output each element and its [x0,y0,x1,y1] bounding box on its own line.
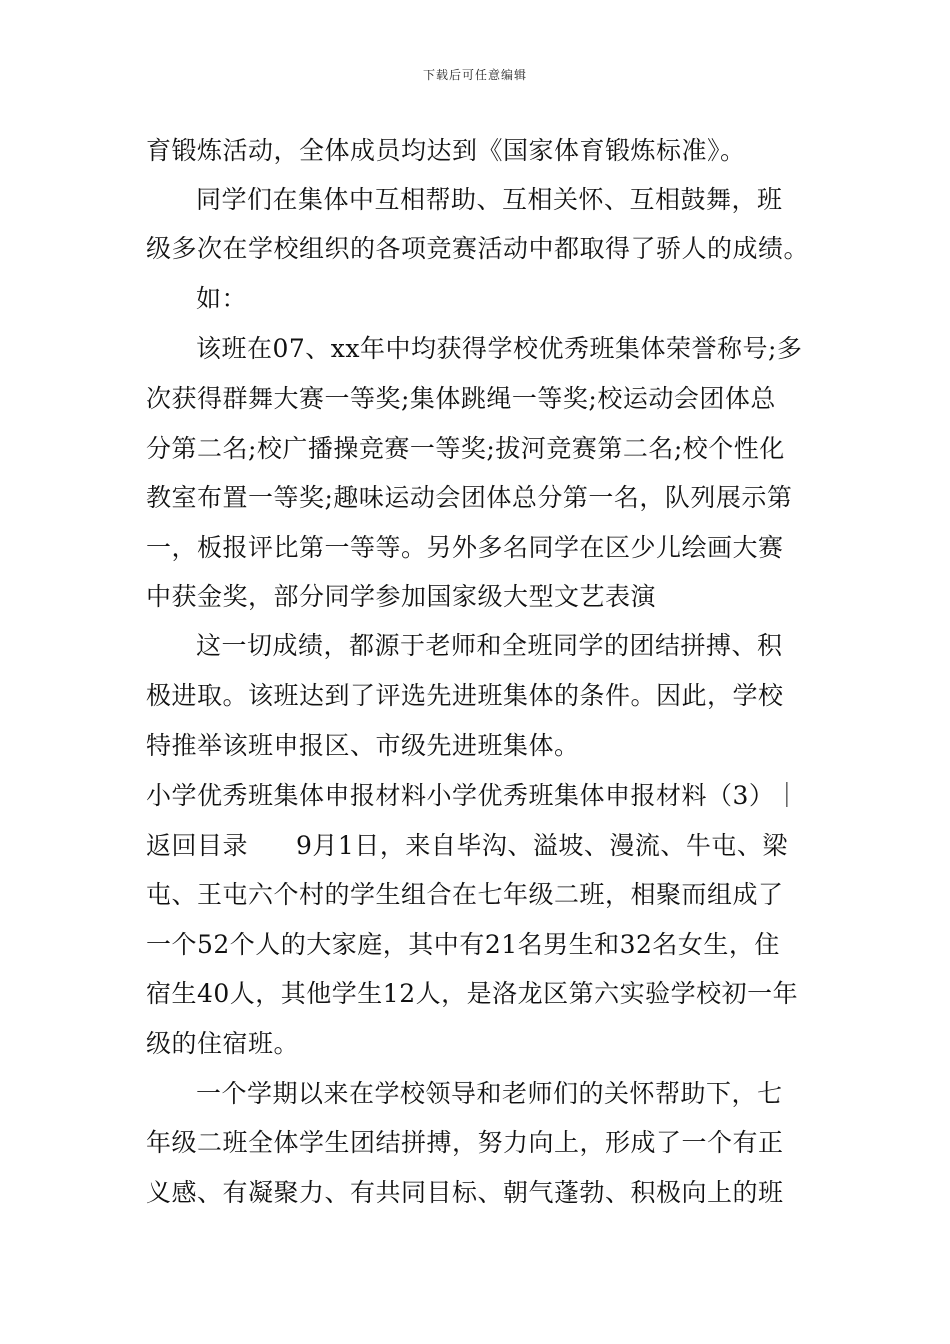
text-line: 屯、王屯六个村的学生组合在七年级二班，相聚而组成了 [146,880,784,909]
text-line: 级多次在学校组织的各项竞赛活动中都取得了骄人的成绩。 [146,234,810,263]
text-line: 义感、有凝聚力、有共同目标、朝气蓬勃、积极向上的班 [146,1178,784,1207]
text-line: 教室布置一等奖;趣味运动会团体总分第一名，队列展示第 [146,483,793,512]
text-line: 宿生40人，其他学生12人，是洛龙区第六实验学校初一年 [146,979,799,1008]
text-line: 次获得群舞大赛一等奖;集体跳绳一等奖;校运动会团体总 [146,384,776,413]
text-line: 中获金奖，部分同学参加国家级大型文艺表演 [146,582,657,611]
text-line: 该班在07、xx年中均获得学校优秀班集体荣誉称号;多 [196,334,803,363]
text-segment: 9月1日，来自毕沟、溢坡、漫流、牛屯、梁 [296,831,788,860]
text-line: 这一切成绩，都源于老师和全班同学的团结拼搏、积 [196,631,783,660]
text-line: 分第二名;校广播操竞赛一等奖;拔河竞赛第二名;校个性化 [146,434,785,463]
text-line: 如： [196,284,248,313]
text-line-with-link [146,828,811,864]
text-line: 年级二班全体学生团结拼搏，努力向上，形成了一个有正 [146,1128,784,1157]
text-line: 同学们在集体中互相帮助、互相关怀、互相鼓舞，班 [196,185,783,214]
text-line: 特推举该班申报区、市级先进班集体。 [146,731,580,760]
text-line: 小学优秀班集体申报材料小学优秀班集体申报材料（3）｜ [146,781,800,810]
text-line: 级的住宿班。 [146,1029,300,1058]
text-line: 一个学期以来在学校领导和老师们的关怀帮助下，七 [196,1079,783,1108]
header-note: 下载后可任意编辑 [422,68,527,82]
text-line: 一，板报评比第一等等。另外多名同学在区少儿绘画大赛 [146,533,784,562]
text-line: 一个52个人的大家庭，其中有21名男生和32名女生，住 [146,930,780,959]
text-line: 育锻炼活动，全体成员均达到《国家体育锻炼标准》。 [146,136,746,165]
return-toc-link[interactable]: 返回目录 [146,831,249,860]
text-line: 极进取。该班达到了评选先进班集体的条件。因此，学校 [146,681,784,710]
